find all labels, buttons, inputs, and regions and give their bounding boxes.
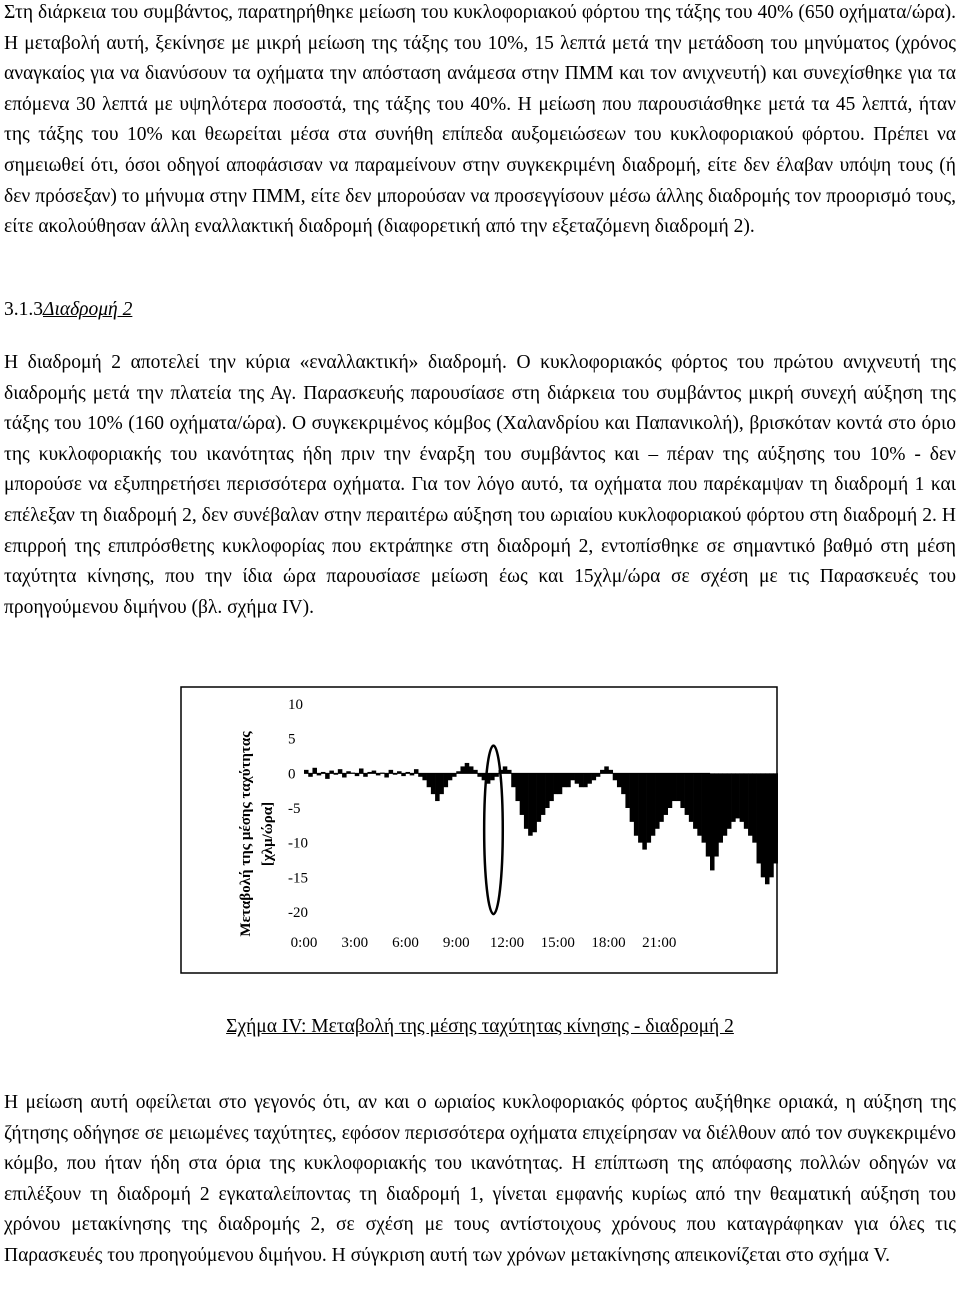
section-number: 3.1.3	[4, 299, 43, 320]
body-paragraph-3: Η μείωση αυτή οφείλεται στο γεγονός ότι, αν και ο ωριαίος κυκλοφοριακός φόρτος αυξήθηκε οριακά, η αύξηση της ζήτησης οδήγησε σε μειωμένες ταχύτητες, εφόσον περισσότερα οχήματα επιχείρησαν να διέλθουν από τον συγκεκριμένο κόμβο, που ήταν ήδη στα όρια της κυκλοφοριακής του ικανότητας. Η επίπτωση της απόφασης πολλών οδηγών να επιλέξουν τη διαδρομή 2 εγκαταλείποντας τη διαδρομή 1, γίνεται εμφανής κυρίως από την θεαματική αύξηση του χρόνου μετακίνησης της διαδρομής 2, σε σχέση με τους αντίστοιχους χρόνους που καταγράφηκαν για όλες τις Παρασκευές του προηγούμενου διμήνου. Η σύγκριση αυτή των χρόνων μετακίνησης απεικονίζεται στο σχήμα V.	[4, 1092, 956, 1266]
chart-bar	[740, 773, 745, 822]
section-heading	[4, 295, 132, 325]
chart-svg	[180, 686, 778, 974]
chart-bar	[308, 773, 313, 776]
chart-bar	[575, 773, 580, 783]
chart-bar	[685, 773, 690, 815]
x-tick-label: 6:00	[392, 935, 419, 951]
chart-bar	[494, 773, 499, 776]
chart-bar	[672, 773, 677, 801]
chart-bar	[638, 773, 643, 842]
chart-bar	[668, 773, 673, 808]
chart-bar	[642, 773, 647, 849]
chart-bar	[439, 773, 444, 794]
chart-bar	[460, 766, 465, 773]
x-tick-label: 15:00	[540, 935, 575, 951]
chart-bar	[549, 773, 554, 801]
chart-bar	[452, 773, 457, 776]
chart-bar	[630, 773, 635, 822]
x-tick-label: 12:00	[489, 935, 525, 951]
chart-bar	[541, 773, 546, 815]
chart-bar	[693, 773, 698, 828]
chart-bar	[651, 773, 656, 835]
chart-bar	[761, 773, 766, 877]
chart-bar	[325, 773, 330, 779]
y-axis-label-line2: [χλμ/ώρα]	[260, 801, 276, 867]
chart-bar	[312, 768, 317, 774]
chart-bar	[731, 773, 736, 822]
chart-bar	[613, 773, 618, 780]
chart-bar	[537, 773, 542, 822]
chart-bar	[414, 769, 419, 773]
chart-bar	[689, 773, 694, 822]
chart-bar	[583, 773, 588, 787]
chart-bar	[435, 773, 440, 801]
chart-bar	[587, 773, 592, 783]
chart-bar	[503, 766, 508, 773]
chart-bar	[562, 773, 567, 787]
chart-bar	[520, 773, 525, 815]
chart-bar	[566, 773, 571, 787]
chart-bar	[579, 773, 584, 787]
chart-bar	[596, 773, 601, 776]
chart-bar	[769, 773, 774, 877]
speed-change-chart	[180, 686, 778, 974]
y-tick-label: -15	[288, 870, 308, 887]
chart-bar	[363, 773, 368, 776]
figure-caption	[4, 1012, 956, 1042]
chart-bar	[765, 773, 770, 884]
chart-bar	[448, 773, 453, 780]
chart-bar	[609, 770, 614, 773]
y-axis-label-line1: Μεταβολή της μέσης ταχύτητας	[238, 731, 254, 937]
chart-bar	[524, 773, 529, 828]
x-tick-label: 0:00	[290, 935, 318, 951]
chart-bar	[744, 773, 749, 828]
chart-bar	[706, 773, 711, 856]
chart-bar	[727, 773, 732, 828]
chart-bar	[752, 773, 757, 842]
chart-bar	[359, 768, 364, 773]
chart-bar	[558, 773, 563, 794]
body-paragraph-2: Η διαδρομή 2 αποτελεί την κύρια «εναλλακτική» διαδρομή. Ο κυκλοφοριακός φόρτος του πρώτου ανιχνευτή της διαδρομής μετά την πλατεία της Αγ. Παρασκευής παρουσίασε στη διάρκεια του συμβάντος μικρή συνεχή αύξηση της τάξης του 10% (160 οχήματα/ώρα). Ο συγκεκριμένος κόμβος (Χαλανδρίου και Παπανικολή), βρισκόταν κοντά στο όριο της κυκλοφοριακής του ικανότητας ήδη πριν την έναρξη του συμβάντος και – πέραν της αύξησης του 10% - δεν μπορούσε να εξυπηρετήσει περισσότερα οχήματα. Για τον λόγο αυτό, τα οχήματα που παρέκαμψαν τη διαδρομή 1 και επέλεξαν τη διαδρομή 2, δεν συνέβαλαν στην περαιτέρω αύξηση του ωριαίου κυκλοφοριακού φόρτου στη διαδρομή 2. Η επιρροή της επιπρόσθετης κυκλοφορίας που εκτράπηκε στη διαδρομή 2, εντοπίσθηκε σε σημαντικό βαθμό στη μέση ταχύτητα κίνησης, που την ίδια ώρα παρουσίασε μείωση έως και 15χλμ/ώρα σε σχέση με τις Παρασκευές του προηγούμενου διμήνου (βλ. σχήμα IV).	[4, 352, 956, 618]
chart-bar	[592, 773, 597, 780]
chart-bar	[710, 773, 715, 870]
y-tick-label: -5	[288, 801, 301, 817]
y-tick-label: 10	[288, 697, 303, 713]
chart-bar	[634, 773, 639, 835]
y-tick-label: 5	[288, 731, 296, 748]
chart-bar	[663, 773, 668, 815]
chart-bar	[748, 773, 753, 835]
chart-bar	[431, 773, 436, 794]
chart-bar	[465, 763, 470, 773]
chart-bar	[532, 773, 537, 832]
chart-bar	[659, 773, 664, 822]
chart-bar	[342, 773, 347, 777]
x-tick-label: 3:00	[341, 935, 369, 951]
chart-bar	[735, 773, 740, 818]
chart-bar	[477, 773, 482, 776]
chart-bar	[676, 773, 681, 801]
body-paragraph-1: Στη διάρκεια του συμβάντος, παρατηρήθηκε μείωση του κυκλοφοριακού φόρτου της τάξης του 40% (650 οχήματα/ώρα). Η μεταβολή αυτή, ξεκίνησε με μικρή μείωση της τάξης του 10%, 15 λεπτά μετά την μετάδοση του μηνύματος (χρόνος αναγκαίος για να διανύσουν τα οχήματα την απόσταση ανάμεσα στην ΠΜΜ και τον ανιχνευτή) και συνεχίσθηκε για τα επόμενα 30 λεπτά με υψηλότερα ποσοστά, της τάξης του 40%. Η μείωση που παρουσιάσθηκε μετά τα 45 λεπτά, ήταν της τάξης του 10% και θεωρείται μέσα στα συνήθη επίπεδα αυξομειώσεων του κυκλοφοριακού φόρτου. Πρέπει να σημειωθεί ότι, όσοι οδηγοί αποφάσισαν να παραμείνουν στην συγκεκριμένη διαδρομή, είτε δεν έλαβαν υπόψη τους (ή δεν πρόσεξαν) το μήνυμα στην ΠΜΜ, είτε δεν μπορούσαν να προσεγγίσουν μέσω άλλης διαδρομής τον προορισμό τους, είτε ακολούθησαν άλλη εναλλακτική διαδρομή (διαφορετική από την εξεταζόμενη διαδρομή 2).	[4, 2, 956, 238]
chart-bar	[338, 769, 343, 773]
chart-bar	[600, 770, 605, 773]
figure-caption-text: Σχήμα IV: Μεταβολή της μέσης ταχύτητας κίνησης - διαδρομή 2	[226, 1016, 734, 1037]
chart-bar	[680, 773, 685, 808]
chart-bar	[444, 773, 449, 787]
chart-bar	[427, 773, 432, 787]
chart-bar	[473, 770, 478, 773]
chart-bar	[617, 773, 622, 787]
chart-bar	[757, 773, 762, 863]
chart-bar	[570, 773, 575, 780]
chart-bar	[304, 770, 309, 773]
chart-bar	[604, 766, 609, 773]
chart-bar	[511, 773, 516, 787]
chart-bar	[625, 773, 630, 808]
y-tick-label: -10	[288, 835, 308, 852]
chart-bar	[554, 773, 559, 794]
chart-bar	[621, 773, 626, 794]
chart-bar	[723, 773, 728, 835]
section-title: Διαδρομή 2	[43, 299, 133, 320]
chart-bar	[490, 773, 495, 780]
chart-bar	[507, 770, 512, 773]
y-tick-label: -20	[288, 905, 308, 921]
chart-bar	[545, 773, 550, 808]
chart-bar	[422, 773, 427, 780]
x-tick-label: 18:00	[591, 935, 626, 951]
chart-bar	[384, 773, 389, 777]
x-tick-label: 9:00	[442, 935, 470, 951]
chart-bar	[655, 773, 660, 828]
chart-bar	[697, 773, 702, 835]
chart-bar	[418, 773, 423, 776]
chart-bar	[718, 773, 723, 842]
x-tick-label: 21:00	[642, 935, 677, 951]
chart-bar	[469, 766, 474, 773]
chart-bar	[389, 770, 394, 773]
chart-bar	[647, 773, 652, 842]
chart-bar	[714, 773, 719, 856]
chart-bar	[528, 773, 533, 835]
chart-bar	[515, 773, 520, 801]
chart-bar	[702, 773, 707, 842]
chart-bar	[773, 773, 778, 863]
y-tick-label: 0	[288, 766, 296, 783]
